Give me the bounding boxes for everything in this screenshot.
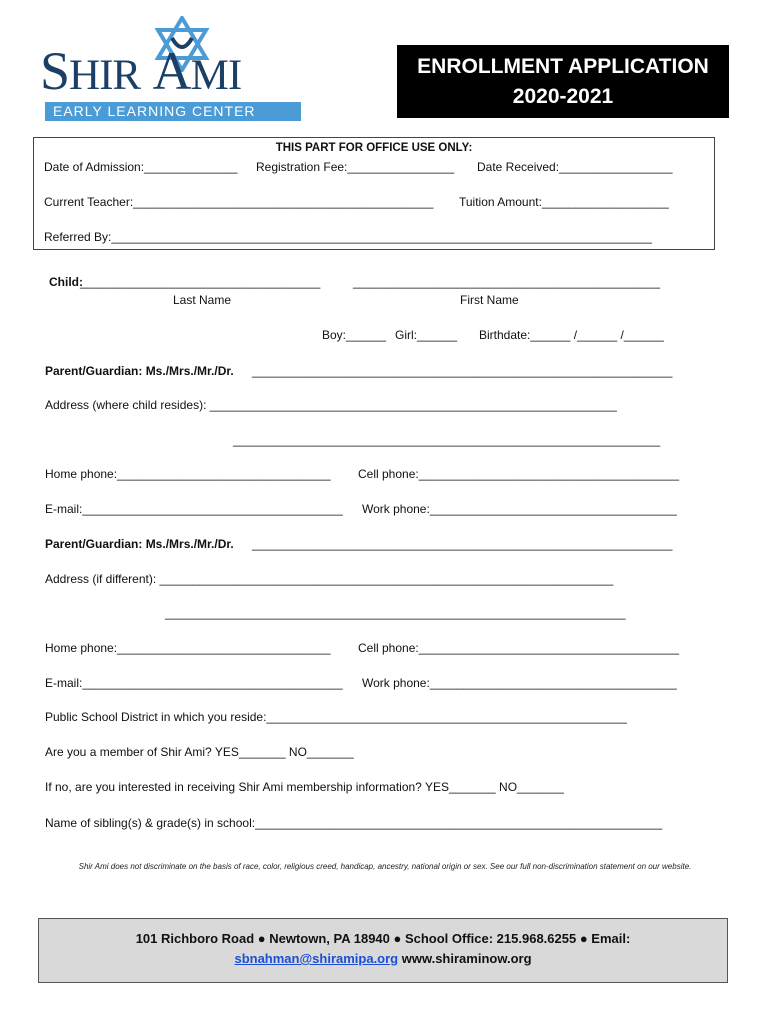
logo-subtitle: EARLY LEARNING CENTER xyxy=(45,102,301,121)
parent2-cell-phone-field[interactable]: Cell phone:_______________________________________ xyxy=(358,641,679,655)
date-of-admission-field[interactable]: Date of Admission:______________ xyxy=(44,160,238,174)
parent1-name-field[interactable]: _______________________________________________________________ xyxy=(252,364,673,378)
parent2-name-field[interactable]: _______________________________________________________________ xyxy=(252,537,673,551)
title-line-2: 2020-2021 xyxy=(512,85,614,108)
logo-wordmark: SHIR AMI xyxy=(40,41,242,101)
parent1-email-field[interactable]: E-mail:_______________________________________ xyxy=(45,502,343,516)
date-received-field[interactable]: Date Received:_________________ xyxy=(477,160,673,174)
parent2-work-phone-field[interactable]: Work phone:_____________________________________ xyxy=(362,676,677,690)
child-first-name-field[interactable]: ______________________________________________ xyxy=(353,275,660,289)
footer-links-line xyxy=(39,949,727,969)
website-text: www.shiraminow.org xyxy=(398,951,532,966)
school-district-field[interactable]: Public School District in which you reside:______________________________________________________ xyxy=(45,710,627,724)
page-title xyxy=(397,45,729,118)
parent1-home-phone-field[interactable]: Home phone:________________________________ xyxy=(45,467,331,481)
tuition-amount-field[interactable]: Tuition Amount:___________________ xyxy=(459,195,669,209)
title-line-1: ENROLLMENT APPLICATION xyxy=(417,55,709,78)
non-discrimination-statement: Shir Ami does not discriminate on the basis of race, color, religious creed, handicap, ancestry, national origin or sex. See our full non-discrimination statement on our website. xyxy=(78,862,692,871)
child-last-name-field[interactable]: ____________________________________ xyxy=(80,275,321,289)
membership-info-question[interactable]: If no, are you interested in receiving Shir Ami membership information? YES_______ NO_______ xyxy=(45,780,564,794)
parent1-address-field[interactable]: Address (where child resides): _____________________________________________________________ xyxy=(45,398,617,412)
birthdate-field[interactable]: Birthdate:______ /______ /______ xyxy=(479,328,664,342)
parent2-label: Parent/Guardian: Ms./Mrs./Mr./Dr. xyxy=(45,537,234,551)
girl-field[interactable]: Girl:______ xyxy=(395,328,458,342)
parent1-work-phone-field[interactable]: Work phone:_____________________________________ xyxy=(362,502,677,516)
last-name-caption: Last Name xyxy=(173,293,232,307)
registration-fee-field[interactable]: Registration Fee:________________ xyxy=(256,160,455,174)
referred-by-field[interactable]: Referred By:_________________________________________________________________________________ xyxy=(44,230,652,244)
footer-address-line: 101 Richboro Road ● Newtown, PA 18940 ● School Office: 215.968.6255 ● Email: xyxy=(135,931,631,946)
parent2-home-phone-field[interactable]: Home phone:________________________________ xyxy=(45,641,331,655)
shir-ami-logo xyxy=(40,16,302,124)
contact-footer xyxy=(38,918,728,983)
parent2-address-line2[interactable]: _____________________________________________________________________ xyxy=(165,606,626,620)
siblings-field[interactable]: Name of sibling(s) & grade(s) in school:_____________________________________________________________ xyxy=(45,816,663,830)
parent1-cell-phone-field[interactable]: Cell phone:_______________________________________ xyxy=(358,467,679,481)
email-link[interactable]: sbnahman@shiramipa.org xyxy=(234,951,399,966)
parent1-address-line2[interactable]: ________________________________________________________________ xyxy=(233,433,661,447)
membership-question[interactable]: Are you a member of Shir Ami? YES_______ NO_______ xyxy=(45,745,354,759)
boy-field[interactable]: Boy:______ xyxy=(322,328,387,342)
parent2-address-field[interactable]: Address (if different): ____________________________________________________________________ xyxy=(45,572,614,586)
parent1-label: Parent/Guardian: Ms./Mrs./Mr./Dr. xyxy=(45,364,234,378)
office-use-section xyxy=(33,137,715,250)
office-heading: THIS PART FOR OFFICE USE ONLY: xyxy=(275,142,473,154)
first-name-caption: First Name xyxy=(460,293,519,307)
current-teacher-field[interactable]: Current Teacher:_____________________________________________ xyxy=(44,195,434,209)
parent2-email-field[interactable]: E-mail:_______________________________________ xyxy=(45,676,343,690)
child-label: Child: xyxy=(49,275,83,289)
